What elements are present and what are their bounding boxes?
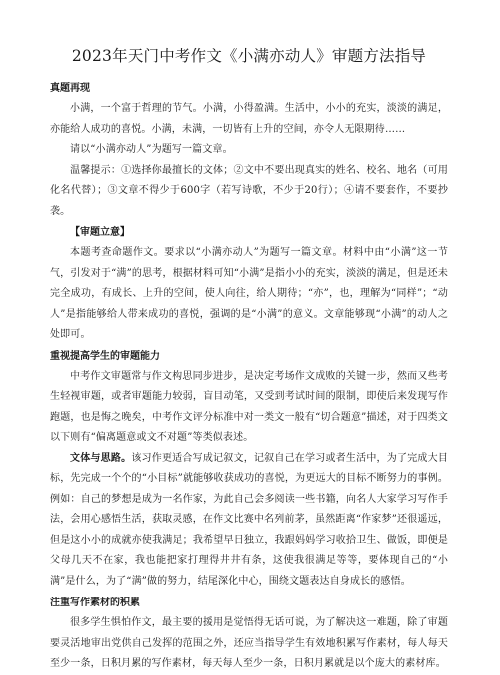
zhenti-paragraph-2: 请以“小满亦动人”为题写一篇文章。 [70, 144, 233, 155]
section-heading-zhenti: 真题再现 [50, 83, 90, 94]
zhenti-tips: 温馨提示：①选择你最擅长的文体；②文中不要出现真实的姓名、校名、地名（可用化名代替）；③文章不得少于600字（若写诗歌，不少于20行）；④请不要套作，不要抄袭。 [50, 164, 448, 217]
wenti-lead: 文体与思路。 [70, 452, 132, 464]
document-title: 2023年天门中考作文《小满亦动人》审题方法指导 [71, 47, 427, 65]
section-heading-shenti: 【审题立意】 [70, 227, 130, 238]
shenti-paragraph-1: 本题考查命题作文。要求以“小满亦动人”为题写一篇文章。材料中由“小满”这一节气，引发对于“满”的思考，根据材料可知“小满”是指小小的充实，淡淡的满足，但是还未完全成功，有成长、上升的空间，使人向往，给人期待；“亦”，也，理解为“同样”；“动人”是指能够给人带来成功的喜悦，强调的是“小满”的意义。文章能够现“小满”的动人之处即可。 [50, 247, 448, 340]
nengli-paragraph-2 [50, 449, 448, 593]
section-heading-nengli: 重视提高学生的审题能力 [50, 350, 160, 362]
wenti-body: 该习作更适合写成记叙文，记叙自己在学习或者生活中，为了完成大目标，先完成一个个的“小目标”就能够收获成功的喜悦，为更远大的目标不断努力的事例。例如：自己的梦想是成为一名作家，为此自己会多阅读一些书籍，向名人大家学习写作手法，会用心感悟生活，获取灵感，在作文比赛中名列前茅，虽然距离“作家梦”还很遥远，但是这小小的成就亦使我满足；我希望早日独立，我跟妈妈学习收拾卫生、做饭，即便是父母几天不在家，我也能把家打理得井井有条，这使我很满足等等，要体现自己的“小满”是什么，为了“满”做的努力，结尾深化中心，围绕文题表达自身成长的感悟。 [50, 452, 448, 587]
page-bottom-edge [0, 591, 500, 597]
nengli-paragraph-1: 中考作文审题常与作文构思同步进步，是决定考场作文成败的关键一步，然而又些考生轻视审题，或者审题能力较弱，盲目动笔，又受到考试时间的限制，即使后来发现写作跑题，也是悔之晚矣，中考作文评分标准中对一类文一般有“切合题意”描述，对于四类文以下则有“偏离题意或文不对题”等类似表述。 [50, 370, 448, 443]
jilei-paragraph-1: 很多学生惧怕作文，最主要的援用是觉悟得无话可说，为了解决这一难题，除了审题要灵活地审出党供自己发挥的范围之外，还应当指导学生有效地积累写作素材，每人每天至少一条，日积月累的写作素材，每天每人至少一条，日积月累就是以个庞大的素材库。 [50, 617, 448, 669]
section-heading-jilei: 注重写作素材的积累 [50, 597, 140, 608]
zhenti-paragraph-1: 小满，一个富于哲理的节气。小满，小得盈满。生活中，小小的充实，淡淡的满足，亦能给人成功的喜悦。小满，未满，一切皆有上升的空间，亦令人无限期待…… [50, 103, 448, 135]
